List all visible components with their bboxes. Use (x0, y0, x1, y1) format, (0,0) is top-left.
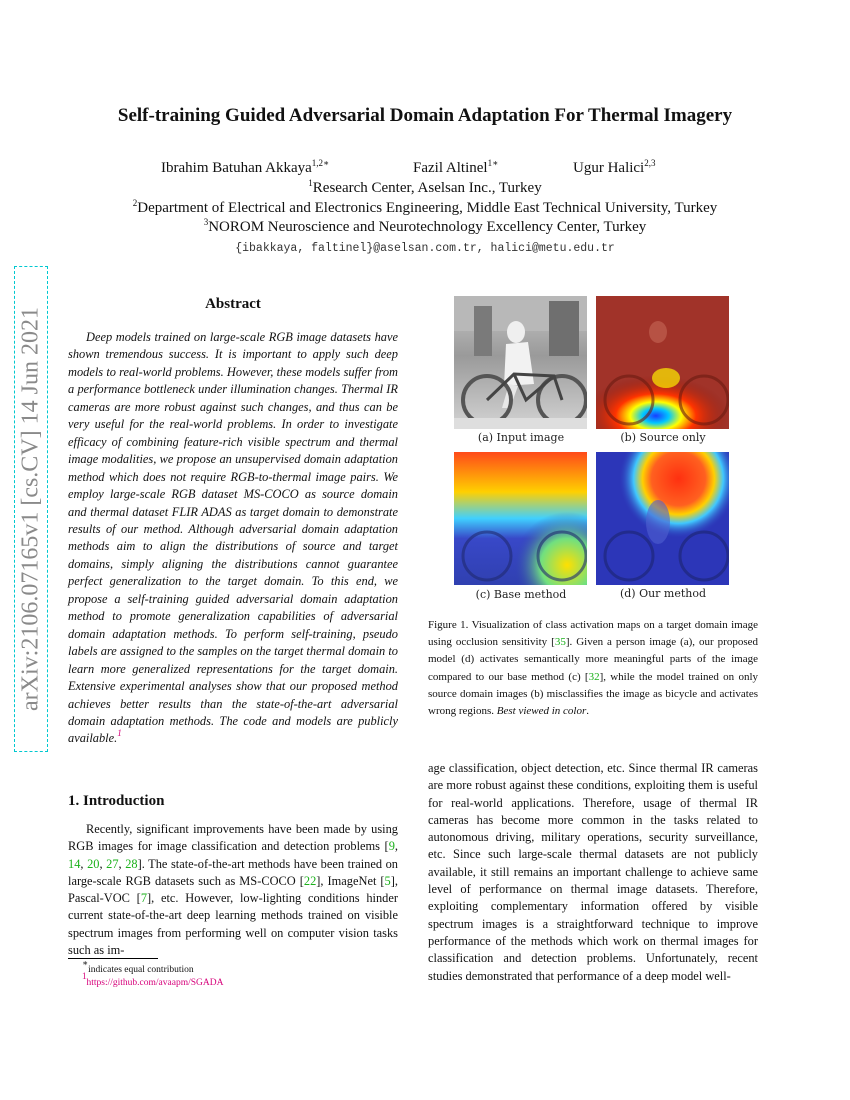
subcaption-d: (d) Our method (619, 587, 707, 600)
footnote-equal-contribution: ∗indicates equal contribution (82, 958, 194, 975)
footnote-code-url: $^1$https://github.com/avaapm/SGADA (82, 971, 224, 988)
paper-title: Self-training Guided Adversarial Domain Adaptation For Thermal Imagery (117, 105, 733, 126)
footnote-ref[interactable]: 1 (117, 728, 122, 739)
citation[interactable]: 14 (68, 856, 81, 871)
subcaption-b: (b) Source only (620, 431, 706, 444)
subcaption-a: (a) Input image (477, 431, 565, 444)
author-emails: {ibakkaya, faltinel}@aselsan.com.tr, halici@metu.edu.tr (235, 242, 615, 255)
introduction-left-paragraph: Recently, significant improvements have been made by using RGB images for image classification and detection problems [9, 14, 20, 27, 28]. The state-of-the-art methods have been trained on large-scale RGB datasets such as MS-COCO [22], ImageNet [5], Pascal-VOC [7], etc. However, low-lighting conditions hinder current state-of-the-art deep learning methods trained on visible spectrum images from performing well on computer vision tasks such as im- (68, 822, 399, 958)
citation[interactable]: 20 (87, 856, 100, 871)
citation[interactable]: 35 (554, 636, 566, 649)
author-1: Ibrahim Batuhan Akkaya$^{1,2∗}$ (161, 158, 330, 176)
affiliation-1: $^1$Research Center, Aselsan Inc., Turkey (308, 178, 542, 196)
arxiv-stamp[interactable] (14, 266, 48, 752)
affiliation-3: $^3$NOROM Neuroscience and Neurotechnology Excellency Center, Turkey (203, 217, 647, 235)
abstract-text: Deep models trained on large-scale RGB image datasets have shown tremendous success. It is important to apply such deep models to real-world problems. However, these models suffer from a performance bottleneck under illumination changes. Thermal IR cameras are more robust against such changes, and thus can be very useful for the real-world problems. In order to investigate efficacy of combining feature-rich visible spectrum and thermal image modalities, we propose an unsupervised domain adaptation method which does not require RGB-to-thermal image pairs. We employ large-scale RGB dataset MS-COCO as source domain and thermal dataset FLIR ADAS as target domain to demonstrate results of our method. Although adversarial domain adaptation methods aim to align the distributions of source and target domains, simply aligning the distributions cannot guarantee perfect generalization to the target domain. To this end, we propose a self-training guided adversarial domain adaptation method to promote generalization capabilities of adversarial domain adaptation methods. To perform self-training, pseudo labels are assigned to the samples on the target thermal domain to learn more generalized representations for the target domain. Extensive experimental analyses show that our proposed method achieves better results than the state-of-the-art adversarial domain adaptation methods. The code and models are publicly available.$^1$ (68, 330, 398, 746)
arxiv-identifier: arXiv:2106.07165v1 [cs.CV] 14 Jun 2021 (17, 307, 44, 711)
citation[interactable]: 9 (388, 839, 395, 854)
abstract-heading: Abstract (205, 296, 261, 312)
citation[interactable]: 32 (588, 670, 600, 683)
affiliation-2: $^2$Department of Electrical and Electronics Engineering, Middle East Technical University, Turkey (132, 198, 718, 216)
citation[interactable]: 22 (303, 873, 317, 888)
figure-our-method (596, 452, 729, 585)
citation[interactable]: 27 (106, 856, 119, 871)
code-link[interactable]: https://github.com/avaapm/SGADA (86, 978, 224, 988)
figure-input-image (454, 296, 587, 429)
figure-source-only (596, 296, 729, 429)
introduction-heading: 1. Introduction (68, 793, 165, 809)
author-2: Fazil Altinel$^{1∗}$ (413, 158, 499, 176)
introduction-right-paragraph: age classification, object detection, etc. Since thermal IR cameras are more robust against these conditions, exploiting them is useful for real-world applications. Therefore, usage of thermal IR cameras has become more common in the tasks related to autonomous driving, military operations, security surveillance, etc. Since such large-scale thermal datasets are not publicly available, it still remains an important challenge to achieve same level of performance on thermal image datasets. Therefore, exploiting complementary information offered by visible spectrum images is a straightforward technique to improve performance of the methods which work on thermal images for classification and detection problems. Unfortunately, recent studies demonstrated that performance of a deep model well- (428, 761, 758, 983)
subcaption-c: (c) Base method (475, 588, 567, 601)
citation[interactable]: 5 (384, 873, 391, 888)
author-3: Ugur Halici$^{2,3}$ (573, 158, 656, 176)
citation[interactable]: 28 (125, 856, 138, 871)
figure-base-method (454, 452, 587, 585)
figure-caption: Figure 1. Visualization of class activation maps on a target domain image using occlusion sensitivity [35]. Given a person image (a), our proposed model (d) activates semantically more meaningful parts of the image compared to our base method (c) [32], while the model trained on only source domain images (b) misclassifies the image as bicycle and activates wrong regions. Best viewed in color. (428, 619, 758, 718)
citation[interactable]: 7 (140, 891, 148, 906)
